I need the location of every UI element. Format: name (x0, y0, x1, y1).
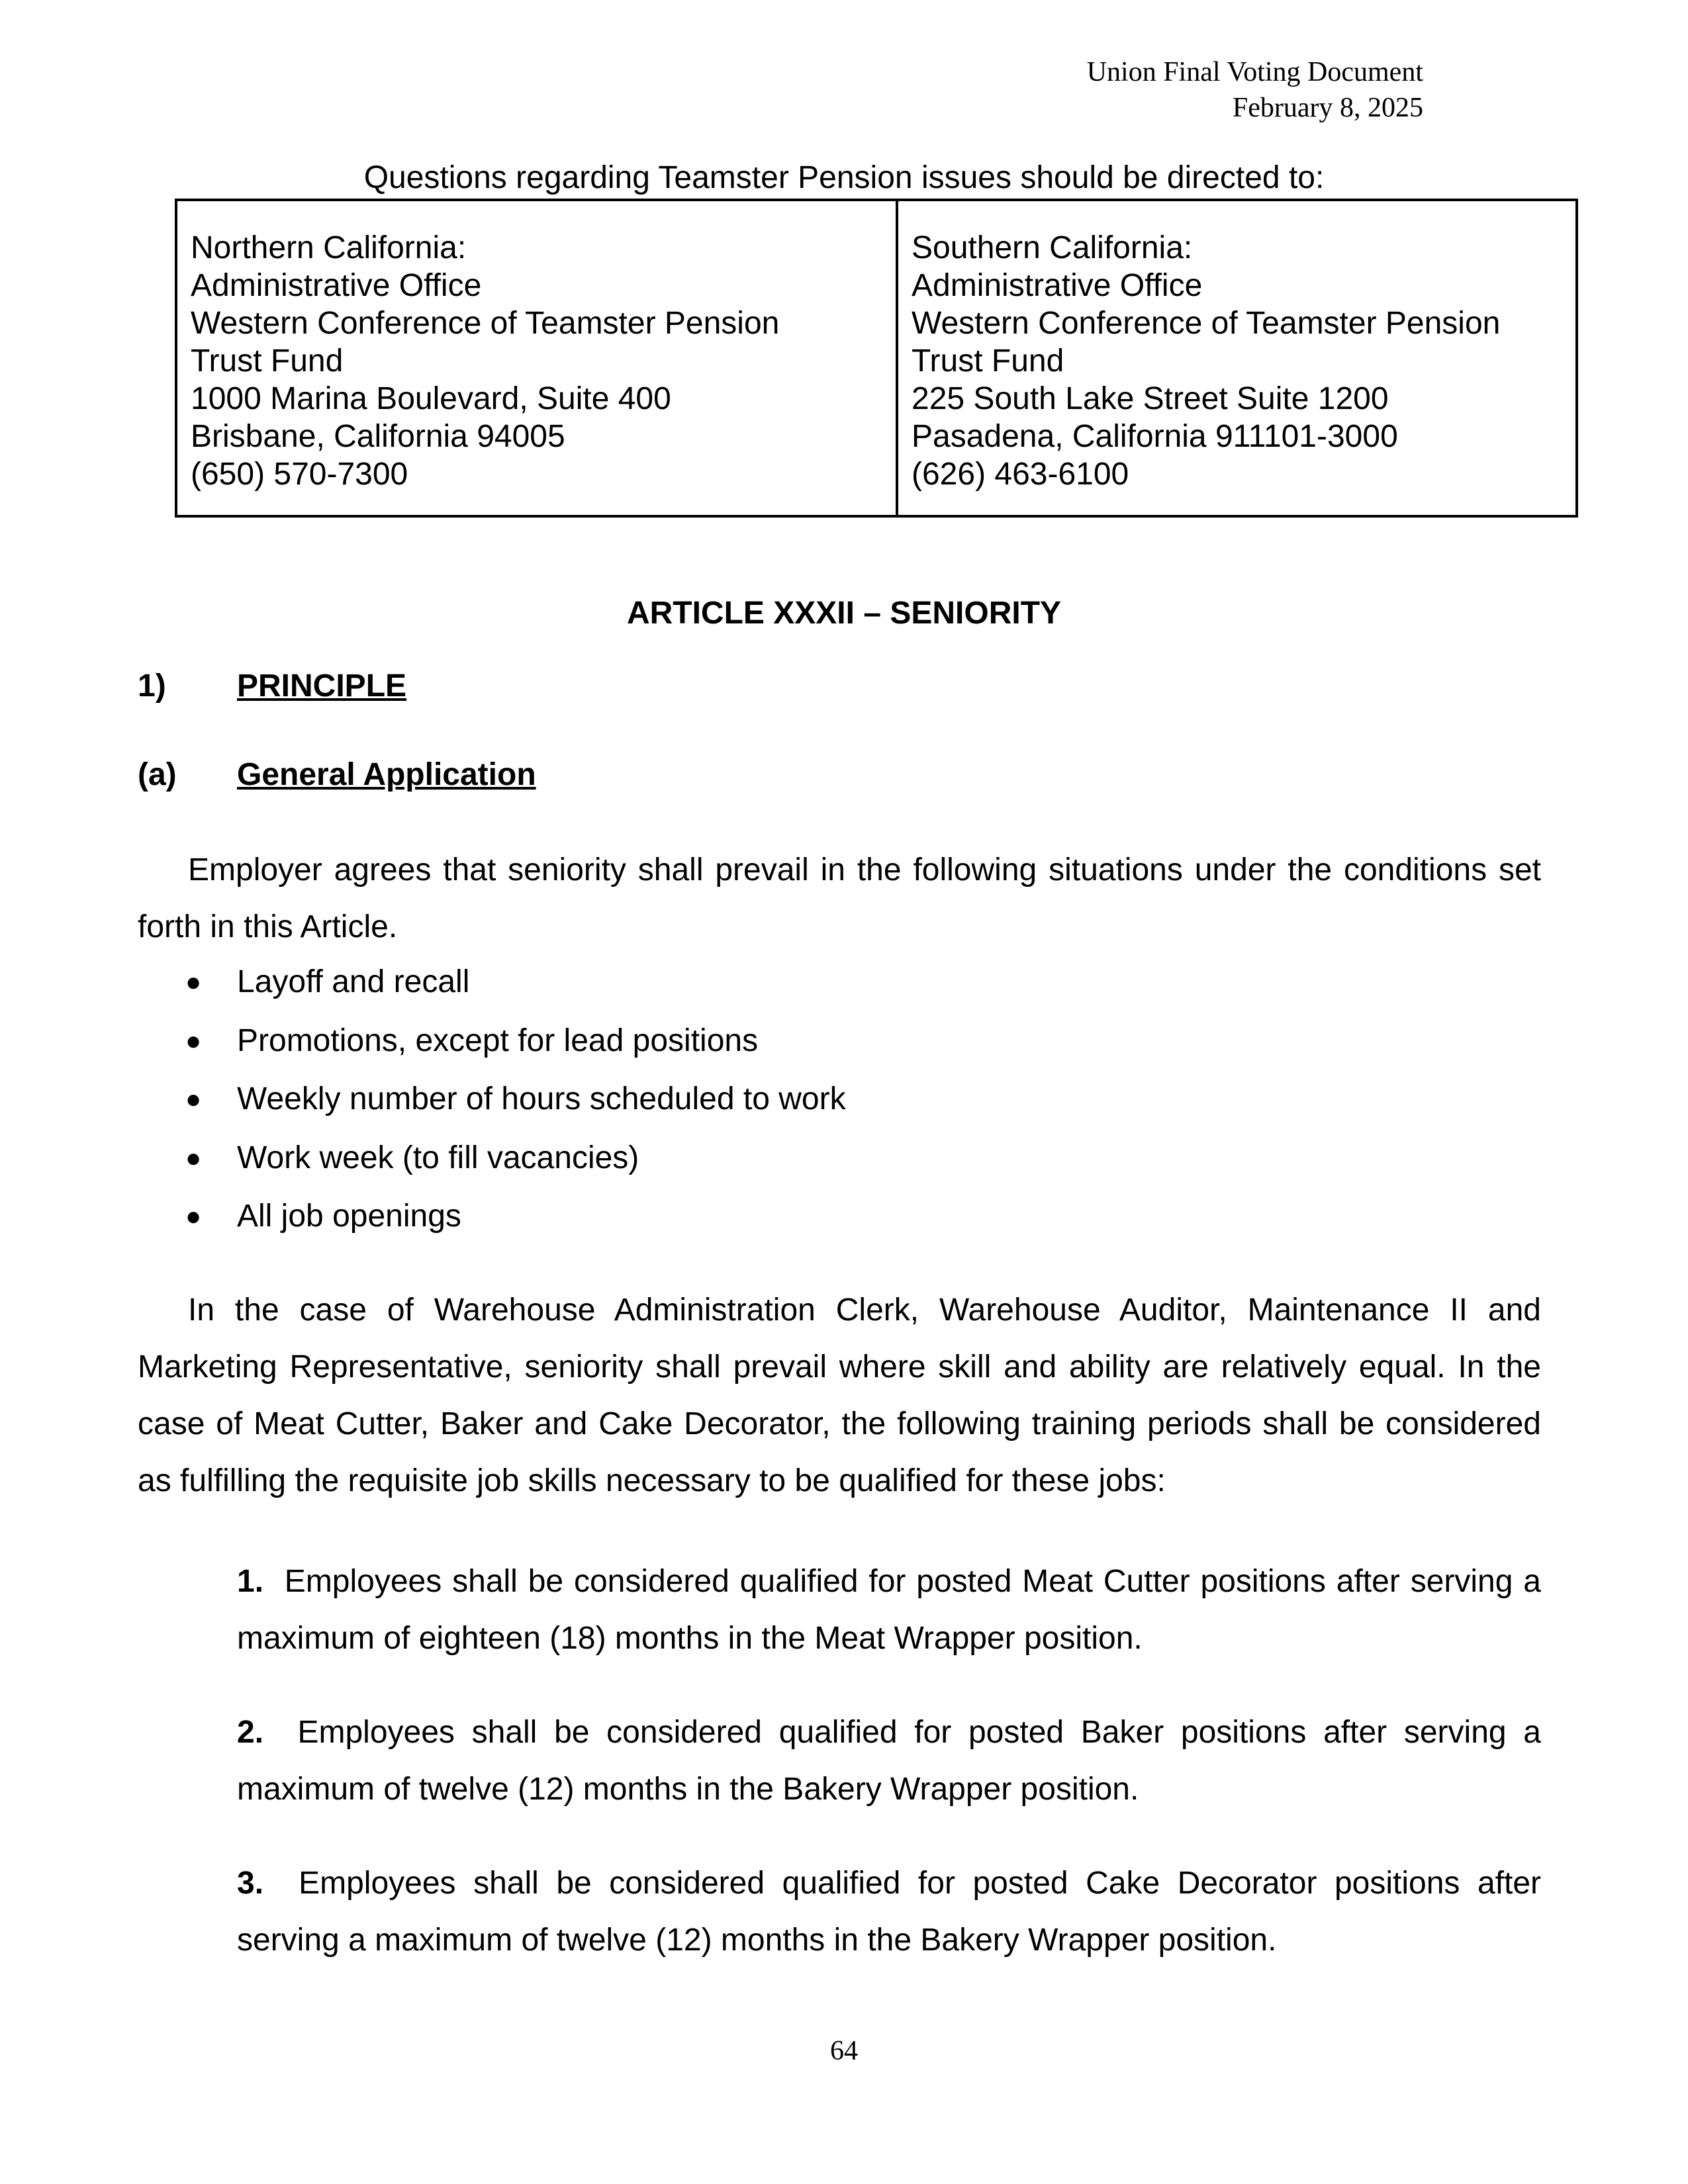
header-date: February 8, 2025 (1232, 93, 1423, 123)
page-number: 64 (830, 2036, 858, 2066)
item-text: Employees shall be considered qualified for posted Cake Decorator positions after serving a maximum of twelve (12) months in the Bakery Wrapper position. (237, 1866, 1542, 1958)
intro-paragraph (138, 842, 1541, 956)
section-heading-principle (138, 667, 406, 705)
section-label: PRINCIPLE (237, 668, 407, 704)
contact-org-cont: Trust Fund (912, 343, 1064, 379)
header-title: Union Final Voting Document (1086, 57, 1423, 87)
bullet-icon: ● (185, 968, 202, 997)
list-item (185, 1187, 846, 1246)
section-number: 1) (138, 668, 166, 704)
contact-region: Northern California: (191, 230, 467, 265)
list-item (185, 1070, 846, 1129)
item-number: 3. (237, 1866, 264, 1901)
contact-city: Brisbane, California 94005 (191, 419, 565, 454)
contact-office: Administrative Office (191, 268, 482, 303)
bullet-icon: ● (185, 1202, 202, 1231)
pension-contact-intro: Questions regarding Teamster Pension issues should be directed to: (363, 160, 1325, 195)
training-item-meat-cutter (237, 1553, 1541, 1667)
list-item-text: Work week (to fill vacancies) (237, 1140, 639, 1175)
contact-phone: (650) 570-7300 (191, 457, 408, 492)
bullet-icon: ● (185, 1085, 202, 1114)
contact-region: Southern California: (912, 230, 1193, 265)
contact-street: 225 South Lake Street Suite 1200 (912, 381, 1389, 416)
item-number: 2. (237, 1715, 264, 1750)
list-item-text: Weekly number of hours scheduled to work (237, 1081, 846, 1116)
item-text: Employees shall be considered qualified for posted Baker positions after serving a maximum of twelve (12) months in the Bakery Wrapper position. (237, 1715, 1541, 1807)
intro-paragraph-text: Employer agrees that seniority shall prevail in the following situations under the conditions set forth in this Article. (138, 852, 1541, 944)
training-item-cake-decorator (237, 1855, 1541, 1969)
list-item (185, 953, 846, 1012)
northern-california-contact (177, 201, 898, 515)
pension-contact-table (175, 199, 1578, 518)
item-number: 1. (237, 1564, 264, 1599)
seniority-situations-list (185, 953, 846, 1246)
case-paragraph-text: In the case of Warehouse Administration Clerk, Warehouse Auditor, Maintenance II and Marketing Representative, seniority shall prevail where skill and ability are relatively equal. In the case of Meat Cutter, Baker and Cake Decorator, the following training periods shall be considered as fulfilling the requisite job skills necessary to be qualified for these jobs: (138, 1293, 1541, 1498)
subsection-label: General Application (237, 757, 536, 792)
case-paragraph (138, 1282, 1541, 1510)
contact-city: Pasadena, California 911101-3000 (912, 419, 1398, 454)
subsection-heading-general-application (138, 756, 536, 794)
bullet-icon: ● (185, 1026, 202, 1056)
southern-california-contact (898, 201, 1575, 515)
list-item-text: Promotions, except for lead positions (237, 1023, 759, 1058)
contact-org: Western Conference of Teamster Pension (912, 306, 1501, 341)
contact-office: Administrative Office (912, 268, 1203, 303)
contact-org: Western Conference of Teamster Pension (191, 306, 780, 341)
item-text: Employees shall be considered qualified for posted Meat Cutter positions after serving a maximum of eighteen (18) months in the Meat Wrapper position. (237, 1564, 1542, 1656)
list-item (185, 1012, 846, 1071)
document-header (1087, 54, 1423, 126)
list-item (185, 1129, 846, 1188)
article-title: ARTICLE XXXII – SENIORITY (626, 596, 1062, 631)
training-item-baker (237, 1704, 1541, 1818)
contact-street: 1000 Marina Boulevard, Suite 400 (191, 381, 671, 416)
list-item-text: All job openings (237, 1199, 461, 1234)
bullet-icon: ● (185, 1143, 202, 1173)
list-item-text: Layoff and recall (237, 964, 470, 999)
subsection-number: (a) (138, 757, 177, 792)
contact-phone: (626) 463-6100 (912, 457, 1129, 492)
contact-org-cont: Trust Fund (191, 343, 344, 379)
